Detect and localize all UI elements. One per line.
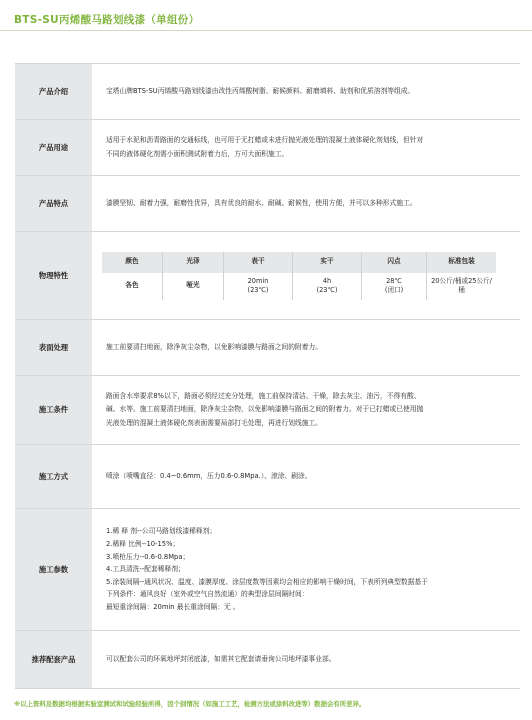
table-header-cell: 实干 — [293, 252, 362, 273]
section-conditions — [15, 376, 520, 444]
section-text — [92, 120, 520, 175]
text-line: 路面含水率要求8%以下，路面必须经过充分处理，施工前保持清洁、干燥，除去灰尘、油污，不得有酸、 — [106, 392, 421, 401]
cell-value: 4h — [322, 276, 332, 285]
cell-note: (闭口) — [384, 286, 404, 294]
section-text — [92, 320, 520, 375]
text-line: 1.稀 释 剂--公司马路划线漆稀释剂； — [106, 527, 217, 536]
section-label: 施工方式 — [15, 445, 92, 508]
cell-note: (23℃) — [316, 286, 338, 294]
text-line: 最短重涂间隔：20min 最长重涂间隔：无 。 — [106, 602, 240, 611]
table-header-cell: 标准包装 — [427, 252, 497, 273]
table-header-row — [102, 252, 496, 273]
text-line: 5.涂装间隔--通风状况、温度、漆膜厚度、涂层度数等因素均会相应的影响干燥时间，下表所列典型数据基于 — [106, 577, 428, 586]
text-line: 漆膜坚韧、耐着力强，耐磨性优异，具有优良的耐水、耐碱、耐候性，使用方便，并可以多种形式施工。 — [106, 198, 417, 207]
section-text — [92, 445, 520, 508]
cell-note: (23℃) — [247, 286, 269, 294]
text-line: 喷涂（喷嘴直径：0.4~0.6mm，压力0.6-0.8Mpa.）、滚涂、刷涂。 — [106, 471, 312, 480]
table-header-cell: 闪点 — [362, 252, 427, 273]
table-row — [102, 273, 496, 300]
section-physical — [15, 232, 520, 319]
section-params — [15, 509, 520, 630]
title-divider — [0, 30, 532, 31]
section-label: 推荐配套产品 — [15, 631, 92, 688]
section-text — [92, 509, 520, 630]
section-method — [15, 445, 520, 508]
section-divider — [15, 688, 520, 689]
text-line: 下列条件：通风良好（室外或空气自然流通）的典型涂层间隔时间： — [106, 590, 309, 599]
text-line: 宝塔山牌BTS-SU丙烯酸马路划线漆由改性丙烯酸树脂、耐候颜料、耐磨填料、助剂和优质溶剂等组成。 — [106, 86, 415, 95]
section-text — [92, 631, 520, 688]
section-label: 施工参数 — [15, 509, 92, 630]
text-line: 施工前要清扫地面，除净灰尘杂物，以免影响漆膜与路面之间的附着力。 — [106, 342, 323, 351]
cell-value: 20公斤/桶或25公斤/桶 — [431, 276, 492, 294]
footnote: ※以上资料及数据均根据实验室测试和试验经验所得，因个别情况（如施工工艺，检测方法或涂料改进等）数据会有所差异。 — [14, 700, 366, 708]
text-line: 不同的液体硬化剂需小面积测试附着力后，方可大面积施工。 — [106, 149, 289, 158]
section-label: 产品特点 — [15, 176, 92, 231]
section-table-wrap — [92, 232, 520, 319]
text-line: 适用于水泥和沥青路面的交通标线，也可用于无打蜡或未进行抛光液处理的混凝土液体硬化剂划线，但针对 — [106, 136, 424, 145]
table-cell — [163, 273, 224, 300]
table-header-cell: 颜色 — [102, 252, 163, 273]
section-label: 产品用途 — [15, 120, 92, 175]
table-header-cell: 光泽 — [163, 252, 224, 273]
text-line: 光液处理的混凝土液体硬化剂表面需要局部打毛处理，再进行划线施工。 — [106, 418, 323, 427]
cell-value: 28℃ — [386, 276, 402, 285]
text-line: 碱、水等。施工前要清扫地面，除净灰尘杂物，以免影响漆膜与路面之间的附着力。对于已打蜡或已使用抛 — [106, 405, 424, 414]
cell-value: 20min — [247, 276, 269, 285]
cell-value: 各色 — [125, 281, 139, 290]
section-usage — [15, 120, 520, 175]
text-line: 4.工具清洗--配套稀释剂； — [106, 565, 185, 574]
section-label: 表面处理 — [15, 320, 92, 375]
table-cell — [362, 273, 427, 300]
table-cell — [224, 273, 293, 300]
section-text — [92, 176, 520, 231]
section-label: 产品介绍 — [15, 64, 92, 119]
page-title: BTS-SU丙烯酸马路划线漆（单组份） — [14, 14, 200, 26]
table-cell — [427, 273, 497, 300]
section-surface — [15, 320, 520, 375]
physical-properties-table — [102, 252, 496, 300]
table-cell — [102, 273, 163, 300]
text-line: 3.喷枪压力--0.6-0.8Mpa； — [106, 552, 190, 561]
text-line: 2.稀释 比例--10-15%； — [106, 540, 180, 549]
section-text — [92, 376, 520, 444]
section-text — [92, 64, 520, 119]
cell-value: 哑光 — [186, 281, 200, 290]
section-intro — [15, 64, 520, 119]
section-label: 施工条件 — [15, 376, 92, 444]
section-recommend — [15, 631, 520, 688]
table-cell — [293, 273, 362, 300]
section-features — [15, 176, 520, 231]
section-label: 物理特性 — [15, 232, 92, 319]
table-header-cell: 表干 — [224, 252, 293, 273]
text-line: 可以配套公司的环氧地坪封闭底漆，如需其它配套请垂询公司地坪漆事业部。 — [106, 654, 336, 663]
